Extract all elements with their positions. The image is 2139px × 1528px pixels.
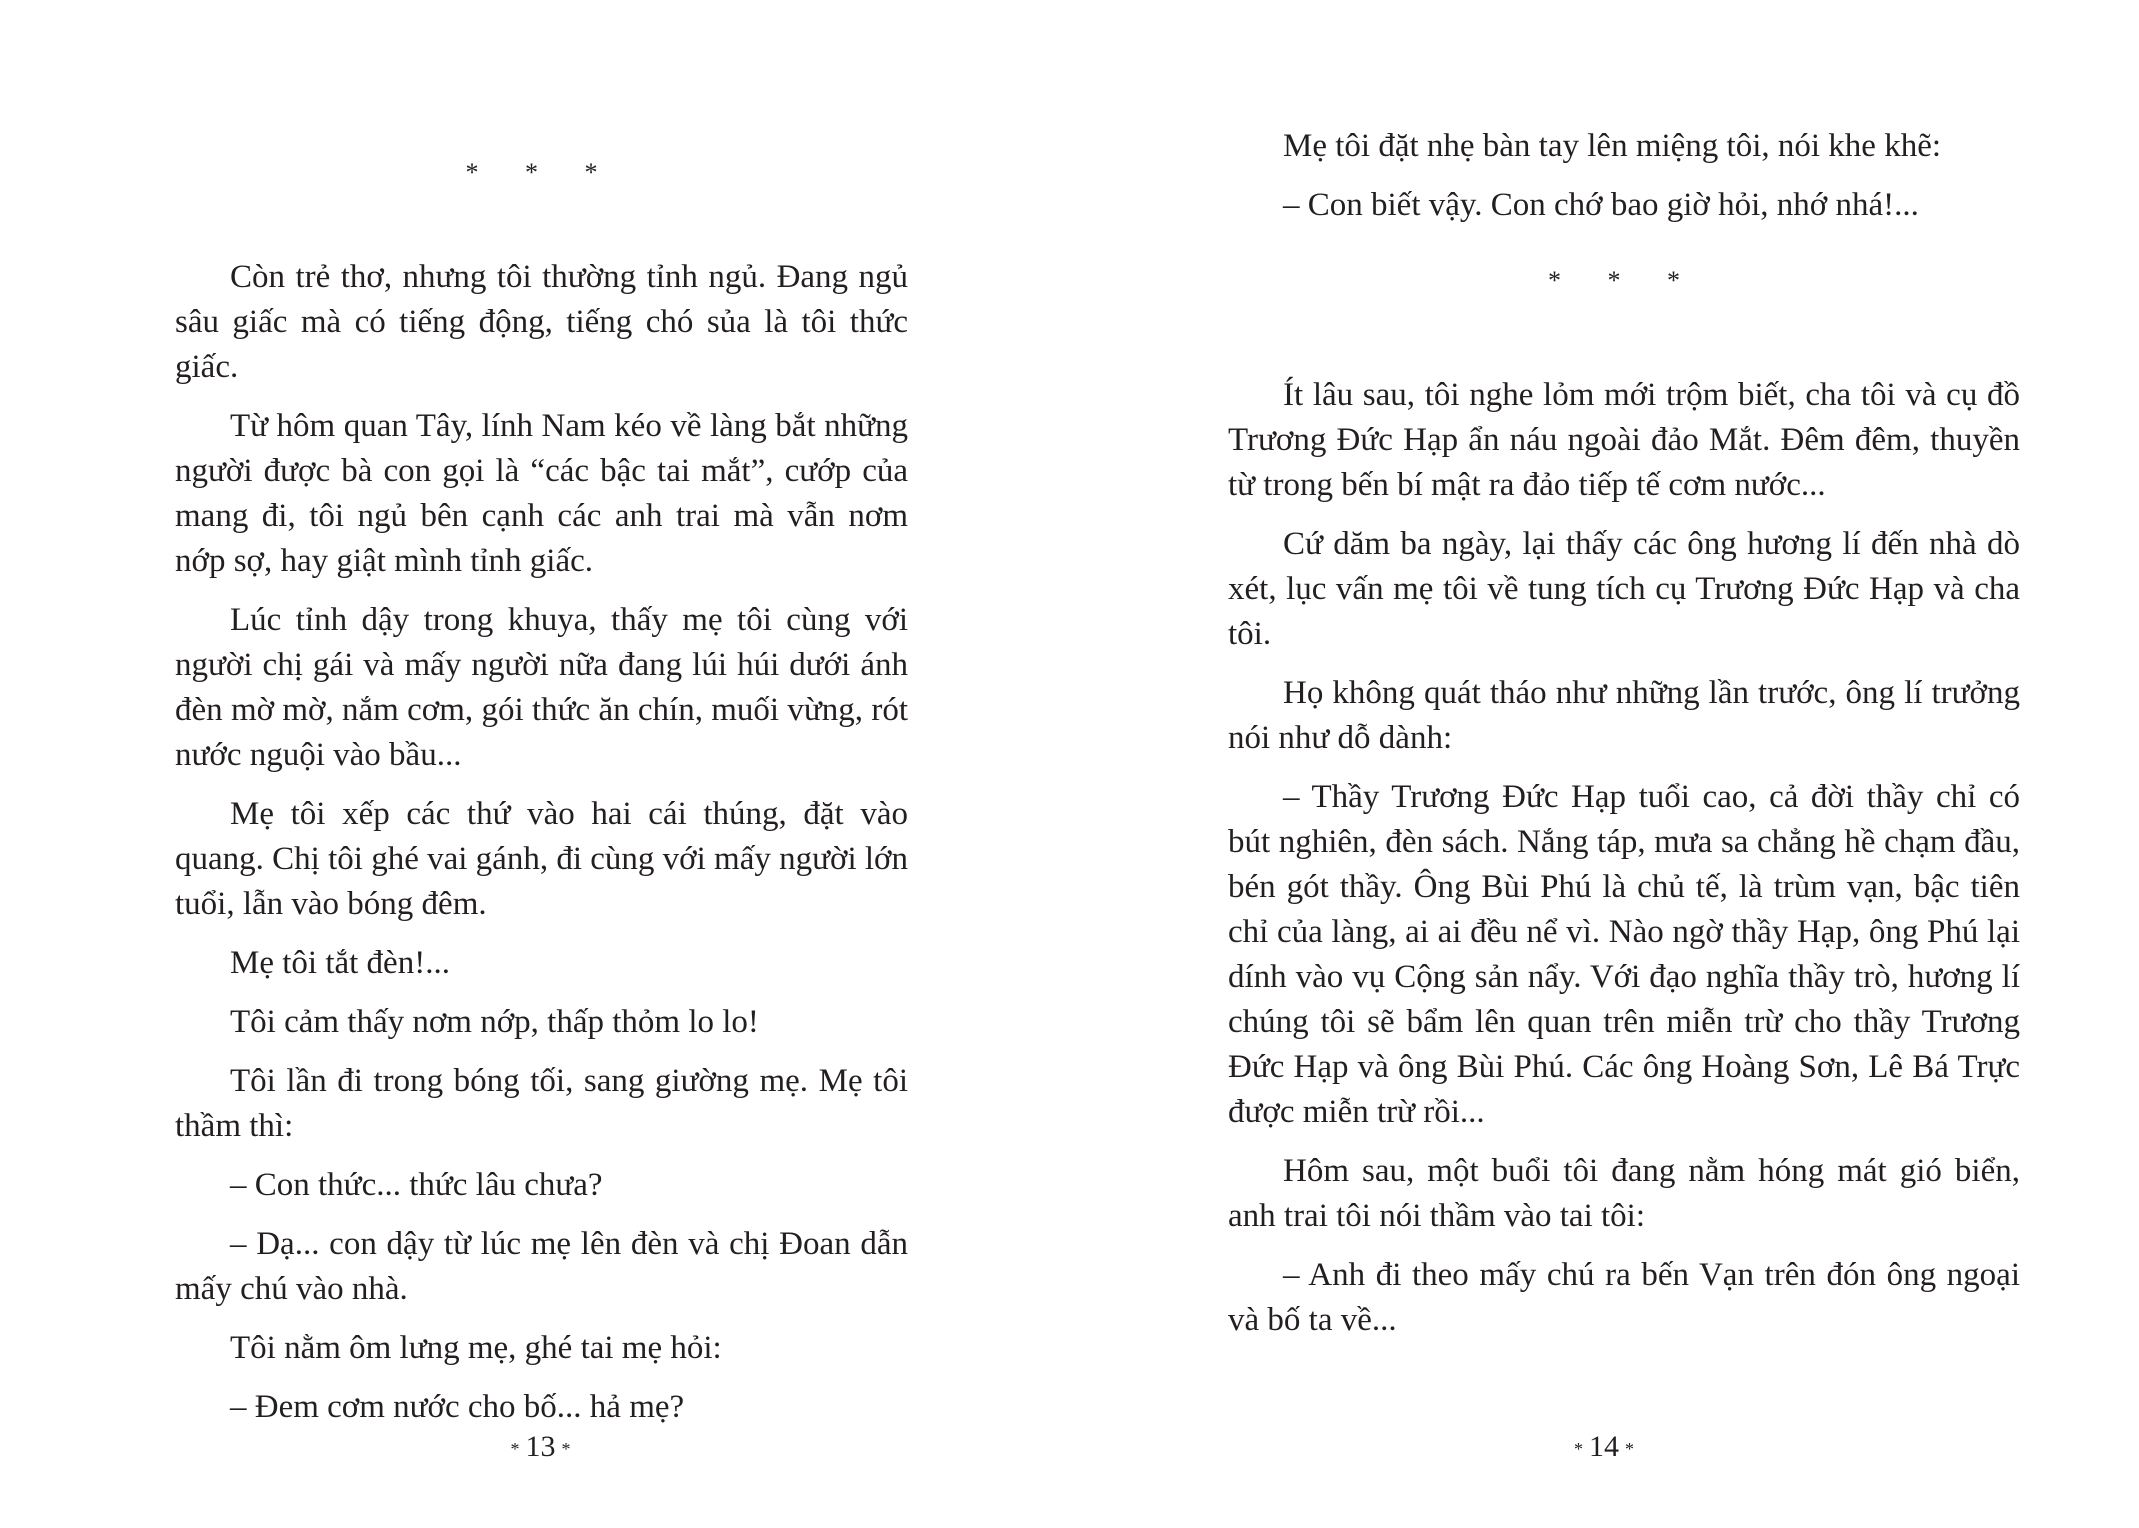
dialogue-line: – Anh đi theo mấy chú ra bến Vạn trên đón ông ngoại và bố ta về... <box>1228 1257 2020 1338</box>
section-ornament: * * * <box>1548 266 1700 295</box>
paragraph: Còn trẻ thơ, nhưng tôi thường tỉnh ngủ. Đang ngủ sâu giấc mà có tiếng động, tiếng chó sủa là tôi thức giấc. <box>175 259 908 385</box>
paragraph: Tôi cảm thấy nơm nớp, thấp thỏm lo lo! <box>230 1004 759 1040</box>
paragraph: Mẹ tôi xếp các thứ vào hai cái thúng, đặt vào quang. Chị tôi ghé vai gánh, đi cùng với mấy người lớn tuổi, lẫn vào bóng đêm. <box>175 796 908 922</box>
folio-star-right: * <box>1625 1438 1634 1459</box>
dialogue-line: – Con biết vậy. Con chớ bao giờ hỏi, nhớ nhá!... <box>1283 187 1919 223</box>
paragraph: Lúc tỉnh dậy trong khuya, thấy mẹ tôi cùng với người chị gái và mấy người nữa đang lúi húi dưới ánh đèn mờ mờ, nắm cơm, gói thức ăn chín, muối vừng, rót nước nguội vào bầu... <box>175 602 908 773</box>
page-number <box>1069 1430 2139 1464</box>
paragraph: Tôi lần đi trong bóng tối, sang giường mẹ. Mẹ tôi thầm thì: <box>175 1063 908 1144</box>
section-ornament: * * * <box>465 158 618 187</box>
page-number <box>0 1430 1081 1464</box>
paragraph: Cứ dăm ba ngày, lại thấy các ông hương lí đến nhà dò xét, lục vấn mẹ tôi về tung tích cụ Trương Đức Hạp và cha tôi. <box>1228 526 2020 652</box>
left-page <box>0 0 1069 1528</box>
page-number-value: 14 <box>1589 1430 1619 1463</box>
paragraph: Tôi nằm ôm lưng mẹ, ghé tai mẹ hỏi: <box>230 1330 722 1366</box>
paragraph: Mẹ tôi tắt đèn!... <box>230 945 450 981</box>
left-text-column <box>175 255 908 1444</box>
right-page <box>1069 0 2139 1528</box>
paragraph: Hôm sau, một buổi tôi đang nằm hóng mát gió biển, anh trai tôi nói thầm vào tai tôi: <box>1228 1153 2020 1234</box>
right-text-column <box>1228 124 2020 1357</box>
paragraph: Từ hôm quan Tây, lính Nam kéo về làng bắt những người được bà con gọi là “các bậc tai mắt”, cướp của mang đi, tôi ngủ bên cạnh các anh trai mà vẫn nơm nớp sợ, hay giật mình tỉnh giấc. <box>175 408 908 579</box>
paragraph: Mẹ tôi đặt nhẹ bàn tay lên miệng tôi, nói khe khẽ: <box>1283 128 1942 164</box>
dialogue-line: – Con thức... thức lâu chưa? <box>230 1167 603 1203</box>
paragraph: Ít lâu sau, tôi nghe lỏm mới trộm biết, cha tôi và cụ đồ Trương Đức Hạp ẩn náu ngoài đảo Mắt. Đêm đêm, thuyền từ trong bến bí mật ra đảo tiếp tế cơm nước... <box>1228 377 2020 503</box>
page-number-value: 13 <box>525 1430 556 1463</box>
folio-star-right: * <box>561 1438 571 1459</box>
folio-star-left: * <box>1574 1438 1583 1459</box>
dialogue-line: – Dạ... con dậy từ lúc mẹ lên đèn và chị Đoan dẫn mấy chú vào nhà. <box>175 1226 908 1307</box>
dialogue-line: – Đem cơm nước cho bố... hả mẹ? <box>230 1389 685 1425</box>
folio-star-left: * <box>510 1438 520 1459</box>
paragraph: Họ không quát tháo như những lần trước, ông lí trưởng nói như dỗ dành: <box>1228 675 2020 756</box>
dialogue-line: – Thầy Trương Đức Hạp tuổi cao, cả đời thầy chỉ có bút nghiên, đèn sách. Nắng táp, mưa sa chẳng hề chạm đầu, bén gót thầy. Ông Bùi Phú là chủ tế, là trùm vạn, bậc tiên chỉ của làng, ai ai đều nể vì. Nào ngờ thầy Hạp, ông Phú lại dính vào vụ Cộng sản nẩy. Với đạo nghĩa thầy trò, hương lí chúng tôi sẽ bẩm lên quan trên miễn trừ cho thầy Trương Đức Hạp và ông Bùi Phú. Các ông Hoàng Sơn, Lê Bá Trực được miễn trừ rồi... <box>1228 779 2020 1130</box>
